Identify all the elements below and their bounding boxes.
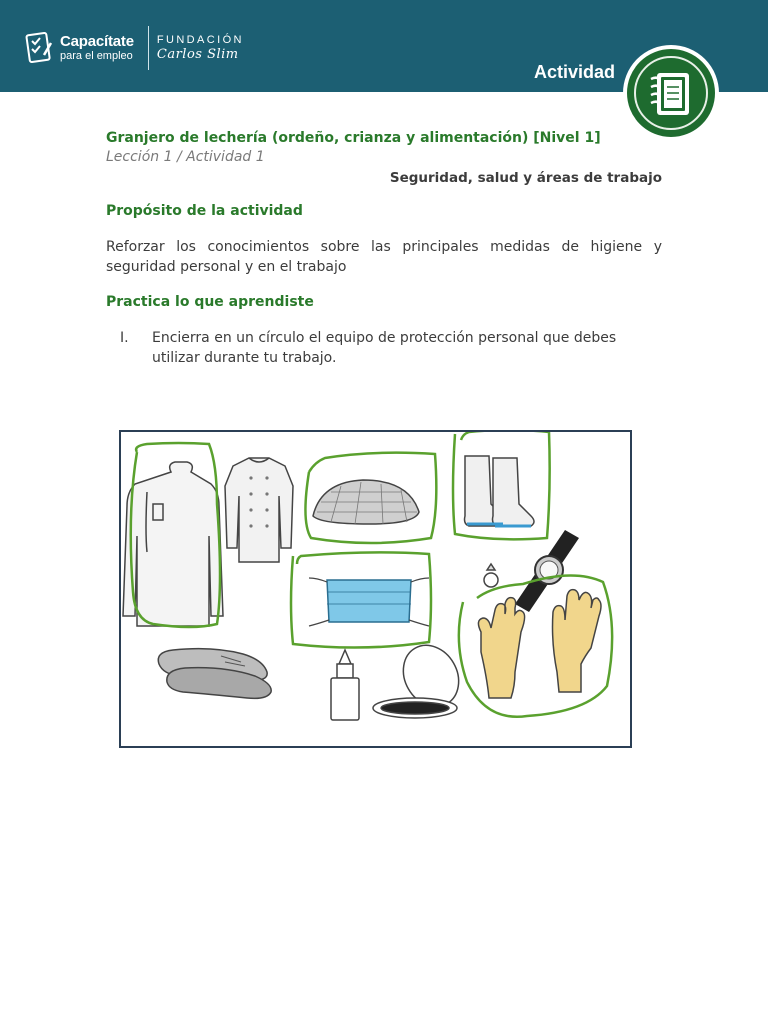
practice-heading: Practica lo que aprendiste bbox=[106, 294, 314, 310]
rubber-boots-icon bbox=[465, 456, 535, 526]
list-item-text: Encierra en un círculo el equipo de protección personal que debes utilizar durante tu trabajo. bbox=[152, 330, 617, 366]
brand-secondary: para el empleo bbox=[60, 50, 133, 62]
topic-label: Seguridad, salud y áreas de trabajo bbox=[389, 170, 662, 186]
apron-icon bbox=[123, 462, 223, 626]
hairnet-cap-icon bbox=[313, 480, 419, 524]
notebook-badge-icon bbox=[623, 45, 719, 141]
purpose-heading: Propósito de la actividad bbox=[106, 203, 303, 219]
checklist-icon bbox=[24, 31, 54, 65]
brand-primary: Capacítate bbox=[60, 33, 134, 50]
course-title: Granjero de lechería (ordeño, crianza y alimentación) [Nivel 1] bbox=[106, 130, 601, 146]
purpose-text: Reforzar los conocimientos sobre las principales medidas de higiene y seguridad personal y en el trabajo bbox=[106, 239, 662, 275]
foundation-signature: Carlos Slim bbox=[156, 47, 239, 62]
ring-icon bbox=[484, 564, 498, 587]
ppe-figure bbox=[119, 430, 632, 748]
logo-divider bbox=[148, 26, 149, 70]
document-body bbox=[106, 128, 662, 368]
brand-logo bbox=[24, 26, 244, 70]
foundation-label: FUNDACIÓN bbox=[156, 34, 244, 46]
list-item bbox=[106, 328, 640, 368]
face-mask-icon bbox=[309, 578, 429, 626]
section-label: Actividad bbox=[534, 62, 616, 82]
chef-jacket-icon bbox=[225, 458, 293, 562]
gloves-icon bbox=[478, 590, 601, 698]
lesson-label: Lección 1 / Actividad 1 bbox=[106, 149, 265, 165]
lipstick-icon bbox=[331, 650, 359, 720]
list-item-number: I. bbox=[120, 330, 129, 346]
shoes-icon bbox=[158, 649, 271, 699]
